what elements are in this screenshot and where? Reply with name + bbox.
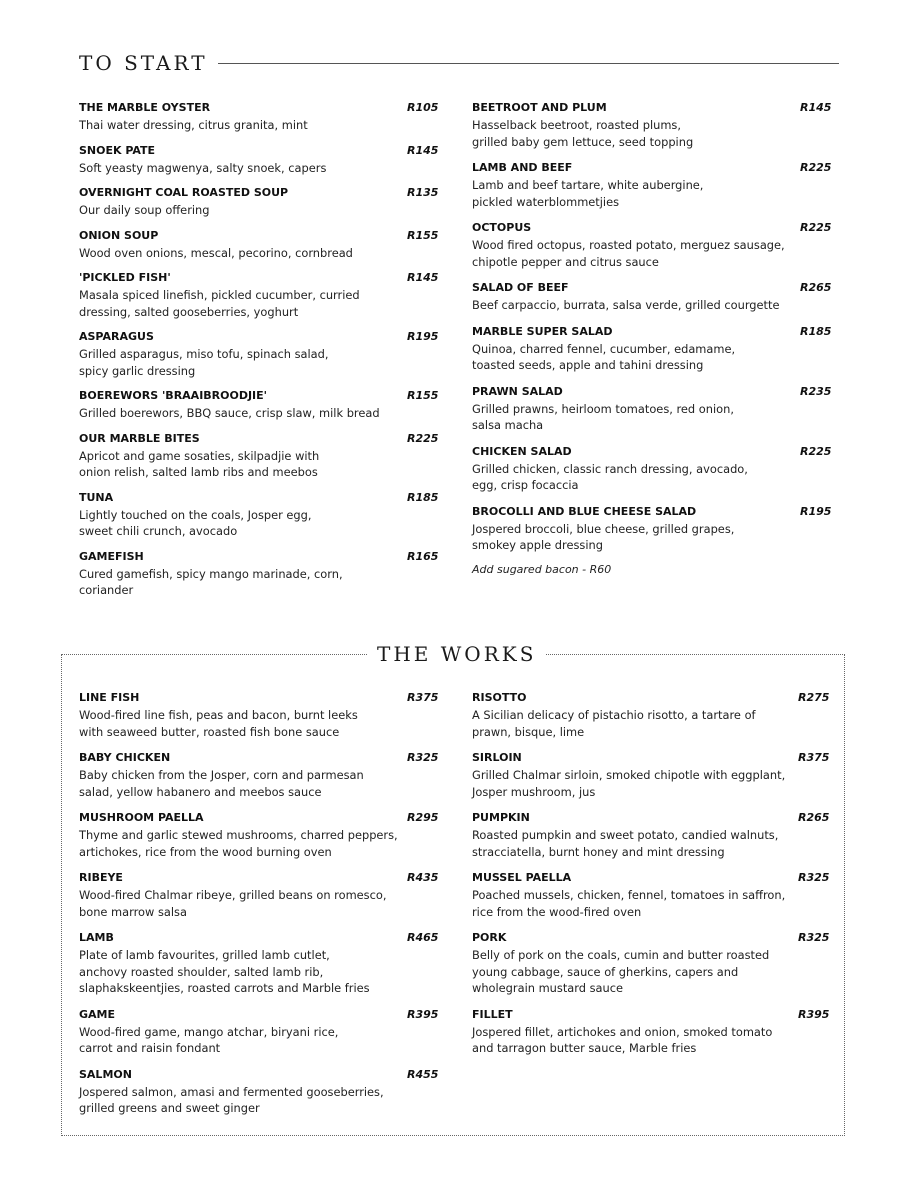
menu-item-description: grilled greens and sweet ginger (79, 1101, 260, 1115)
menu-item-price: R225 (800, 221, 832, 234)
menu-item (79, 1067, 439, 1117)
menu-item-description: chipotle pepper and citrus sauce (472, 254, 659, 269)
menu-item (472, 100, 832, 150)
menu-item-description: Apricot and game sosaties, skilpadjie with (79, 448, 320, 463)
menu-item-description: Soft yeasty magwenya, salty snoek, capers (79, 160, 327, 175)
menu-item-name: OVERNIGHT COAL ROASTED SOUP (79, 186, 289, 199)
menu-item-name: THE MARBLE OYSTER (79, 101, 211, 114)
menu-item (79, 750, 439, 800)
menu-item-description: A Sicilian delicacy of pistachio risotto, a tartare of (472, 708, 756, 722)
menu-item-price: R145 (407, 271, 439, 284)
menu-item-description: sweet chili crunch, avocado (79, 524, 238, 538)
menu-item (79, 870, 439, 920)
menu-item-name: LAMB (79, 931, 114, 944)
menu-item-name: BROCOLLI AND BLUE CHEESE SALAD (472, 504, 697, 518)
menu-item-price: R325 (407, 751, 439, 764)
menu-item-price: R455 (407, 1067, 439, 1081)
to-start-rule (215, 63, 839, 64)
section-title-to-start: TO START (79, 51, 218, 75)
menu-item-description: Quinoa, charred fennel, cucumber, edamame, (472, 341, 736, 356)
menu-item-name: PORK (472, 931, 507, 944)
menu-item-description: Masala spiced linefish, pickled cucumber, curried (79, 288, 360, 302)
menu-item-description: spicy garlic dressing (79, 363, 196, 378)
menu-item (472, 870, 828, 920)
menu-item-price: R375 (407, 691, 439, 704)
menu-item-description: Grilled Chalmar sirloin, smoked chipotle with eggplant, (472, 768, 786, 782)
menu-item (79, 100, 439, 134)
menu-item-description: salad, yellow habanero and meebos sauce (79, 784, 322, 799)
menu-item-description: Hasselback beetroot, roasted plums, (472, 118, 681, 132)
section-title-the-works: THE WORKS (368, 642, 545, 666)
menu-item-price: R135 (407, 186, 439, 199)
menu-item-name: MARBLE SUPER SALAD (472, 324, 613, 338)
menu-item-name: FILLET (472, 1007, 513, 1021)
menu-item-description: Thyme and garlic stewed mushrooms, charred peppers, (79, 828, 398, 842)
menu-item (79, 388, 439, 422)
menu-item (79, 228, 439, 262)
menu-item-name: BABY CHICKEN (79, 751, 171, 764)
menu-item-name: BEETROOT AND PLUM (472, 101, 607, 114)
menu-item-description: wholegrain mustard sauce (472, 981, 624, 995)
menu-item (79, 690, 439, 740)
menu-item-price: R325 (798, 871, 830, 884)
menu-item-name: RISOTTO (472, 691, 527, 704)
menu-item-description: Thai water dressing, citrus granita, mint (79, 118, 308, 132)
menu-item-price: R145 (800, 101, 832, 114)
menu-item-price: R195 (407, 330, 439, 343)
menu-item-price: R225 (800, 444, 832, 458)
menu-item-description: anchovy roasted shoulder, salted lamb rib, (79, 964, 324, 979)
menu-item-price: R185 (800, 324, 832, 338)
menu-item (472, 690, 828, 740)
menu-item-price: R195 (800, 504, 832, 518)
menu-item-description: Josper mushroom, jus (472, 784, 596, 799)
menu-item (472, 384, 832, 434)
menu-item-price: R165 (407, 549, 439, 563)
menu-item-name: PRAWN SALAD (472, 384, 563, 398)
menu-item-description: and tarragon butter sauce, Marble fries (472, 1041, 697, 1055)
menu-item-price: R465 (407, 931, 439, 944)
menu-item-name: GAMEFISH (79, 549, 144, 563)
menu-item-name: PUMPKIN (472, 811, 530, 824)
menu-item-price: R155 (407, 228, 439, 242)
the-works-left-column (79, 690, 439, 1127)
menu-item-description: dressing, salted gooseberries, yoghurt (79, 304, 299, 319)
menu-item (472, 160, 832, 210)
menu-item-price: R235 (800, 384, 832, 398)
menu-item-description: artichokes, rice from the wood burning oven (79, 844, 332, 859)
menu-item-description: Grilled prawns, heirloom tomatoes, red onion, (472, 401, 734, 416)
menu-item-name: LAMB AND BEEF (472, 161, 573, 174)
menu-item-description: prawn, bisque, lime (472, 724, 585, 739)
menu-item-description: rice from the wood-fired oven (472, 904, 642, 919)
menu-item-price: R105 (407, 101, 439, 114)
menu-item-description: stracciatella, burnt honey and mint dressing (472, 844, 725, 859)
menu-item-description: slaphakskeentjies, roasted carrots and Marble fries (79, 981, 370, 995)
menu-item-description: Cured gamefish, spicy mango marinade, corn, (79, 566, 343, 581)
menu-item (472, 504, 832, 554)
menu-item-name: MUSSEL PAELLA (472, 871, 572, 884)
menu-item-description: Poached mussels, chicken, fennel, tomatoes in saffron, (472, 888, 786, 902)
menu-item (472, 324, 832, 374)
menu-item-name: OUR MARBLE BITES (79, 431, 200, 445)
menu-item-name: SNOEK PATE (79, 143, 156, 157)
menu-item-price: R435 (407, 871, 439, 884)
menu-item-name: ASPARAGUS (79, 330, 154, 343)
menu-item-description: pickled waterblommetjies (472, 194, 620, 209)
menu-item (79, 490, 439, 540)
menu-item-price: R155 (407, 389, 439, 402)
menu-item (472, 220, 832, 270)
menu-item-description: coriander (79, 583, 134, 597)
menu-item-name: TUNA (79, 490, 114, 504)
menu-item-description: Plate of lamb favourites, grilled lamb cutlet, (79, 948, 330, 962)
menu-item-description: Wood oven onions, mescal, pecorino, cornbread (79, 245, 353, 260)
menu-item-description: bone marrow salsa (79, 904, 187, 919)
menu-item (472, 750, 828, 800)
menu-item-name: SIRLOIN (472, 751, 522, 764)
menu-item (79, 270, 439, 320)
menu-item-name: RIBEYE (79, 871, 123, 884)
menu-item-description: salsa macha (472, 418, 544, 432)
add-bacon-note: Add sugared bacon - R60 (472, 562, 612, 576)
menu-item-name: 'PICKLED FISH' (79, 271, 171, 284)
menu-item-name: ONION SOUP (79, 228, 159, 242)
menu-item (472, 280, 832, 314)
menu-item-description: Wood-fired line fish, peas and bacon, burnt leeks (79, 708, 358, 722)
to-start-left-column (79, 100, 439, 608)
menu-item-name: MUSHROOM PAELLA (79, 811, 204, 824)
menu-item-price: R185 (407, 490, 439, 504)
menu-item-name: OCTOPUS (472, 221, 532, 234)
menu-item-price: R375 (798, 751, 830, 764)
menu-item-description: Wood-fired Chalmar ribeye, grilled beans on romesco, (79, 888, 387, 902)
menu-item-name: GAME (79, 1007, 116, 1021)
menu-item-description: Jospered fillet, artichokes and onion, smoked tomato (472, 1024, 773, 1039)
menu-item-description: Baby chicken from the Josper, corn and parmesan (79, 768, 364, 782)
menu-item-price: R225 (800, 161, 832, 174)
menu-item (79, 930, 439, 997)
menu-item-description: Our daily soup offering (79, 203, 210, 217)
menu-item-price: R395 (798, 1007, 830, 1021)
menu-item-description: egg, crisp focaccia (472, 478, 579, 492)
menu-item-description: Roasted pumpkin and sweet potato, candied walnuts, (472, 828, 779, 842)
menu-item (79, 810, 439, 860)
to-start-right-column (472, 100, 832, 577)
menu-item-description: carrot and raisin fondant (79, 1041, 221, 1055)
menu-item-description: Jospered broccoli, blue cheese, grilled grapes, (472, 521, 735, 536)
menu-item-price: R225 (407, 431, 439, 445)
menu-item (472, 810, 828, 860)
menu-item-description: Grilled chicken, classic ranch dressing, avocado, (472, 461, 748, 476)
menu-item-description: Wood-fired game, mango atchar, biryani rice, (79, 1024, 339, 1039)
menu-item-price: R145 (407, 143, 439, 157)
menu-item-price: R265 (798, 811, 830, 824)
menu-item-name: CHICKEN SALAD (472, 444, 572, 458)
menu-item (79, 185, 439, 219)
menu-item (472, 930, 828, 997)
menu-item (79, 431, 439, 481)
menu-item-description: Grilled asparagus, miso tofu, spinach salad, (79, 347, 329, 361)
menu-item-description: Belly of pork on the coals, cumin and butter roasted (472, 948, 770, 962)
menu-item-price: R275 (798, 691, 830, 704)
menu-item-price: R295 (407, 811, 439, 824)
menu-item-description: Beef carpaccio, burrata, salsa verde, grilled courgette (472, 298, 780, 312)
menu-item-description: young cabbage, sauce of gherkins, capers and (472, 964, 739, 979)
menu-item-description: onion relish, salted lamb ribs and meebos (79, 465, 318, 479)
menu-item-price: R265 (800, 281, 832, 294)
menu-item-price: R325 (798, 931, 830, 944)
the-works-right-column (472, 690, 828, 1067)
menu-item-description: Lamb and beef tartare, white aubergine, (472, 178, 704, 192)
menu-item-description: Wood fired octopus, roasted potato, merguez sausage, (472, 238, 785, 252)
menu-item-description: smokey apple dressing (472, 538, 603, 552)
menu-item (79, 143, 439, 177)
menu-item-description: grilled baby gem lettuce, seed topping (472, 134, 694, 149)
menu-item (79, 549, 439, 599)
menu-item (79, 1007, 439, 1057)
menu-item (472, 444, 832, 494)
menu-item-description: toasted seeds, apple and tahini dressing (472, 358, 704, 372)
menu-item-description: Lightly touched on the coals, Josper egg, (79, 507, 312, 522)
menu-item-description: with seaweed butter, roasted fish bone sauce (79, 724, 340, 739)
menu-item-name: LINE FISH (79, 691, 140, 704)
menu-item-description: Grilled boerewors, BBQ sauce, crisp slaw, milk bread (79, 406, 380, 420)
menu-item-description: Jospered salmon, amasi and fermented gooseberries, (79, 1084, 384, 1099)
menu-item (472, 1007, 828, 1057)
menu-item-price: R395 (407, 1007, 439, 1021)
menu-item-name: BOEREWORS 'BRAAIBROODJIE' (79, 389, 268, 402)
menu-item-name: SALAD OF BEEF (472, 281, 569, 294)
menu-item (79, 329, 439, 379)
menu-item-name: SALMON (79, 1067, 132, 1081)
